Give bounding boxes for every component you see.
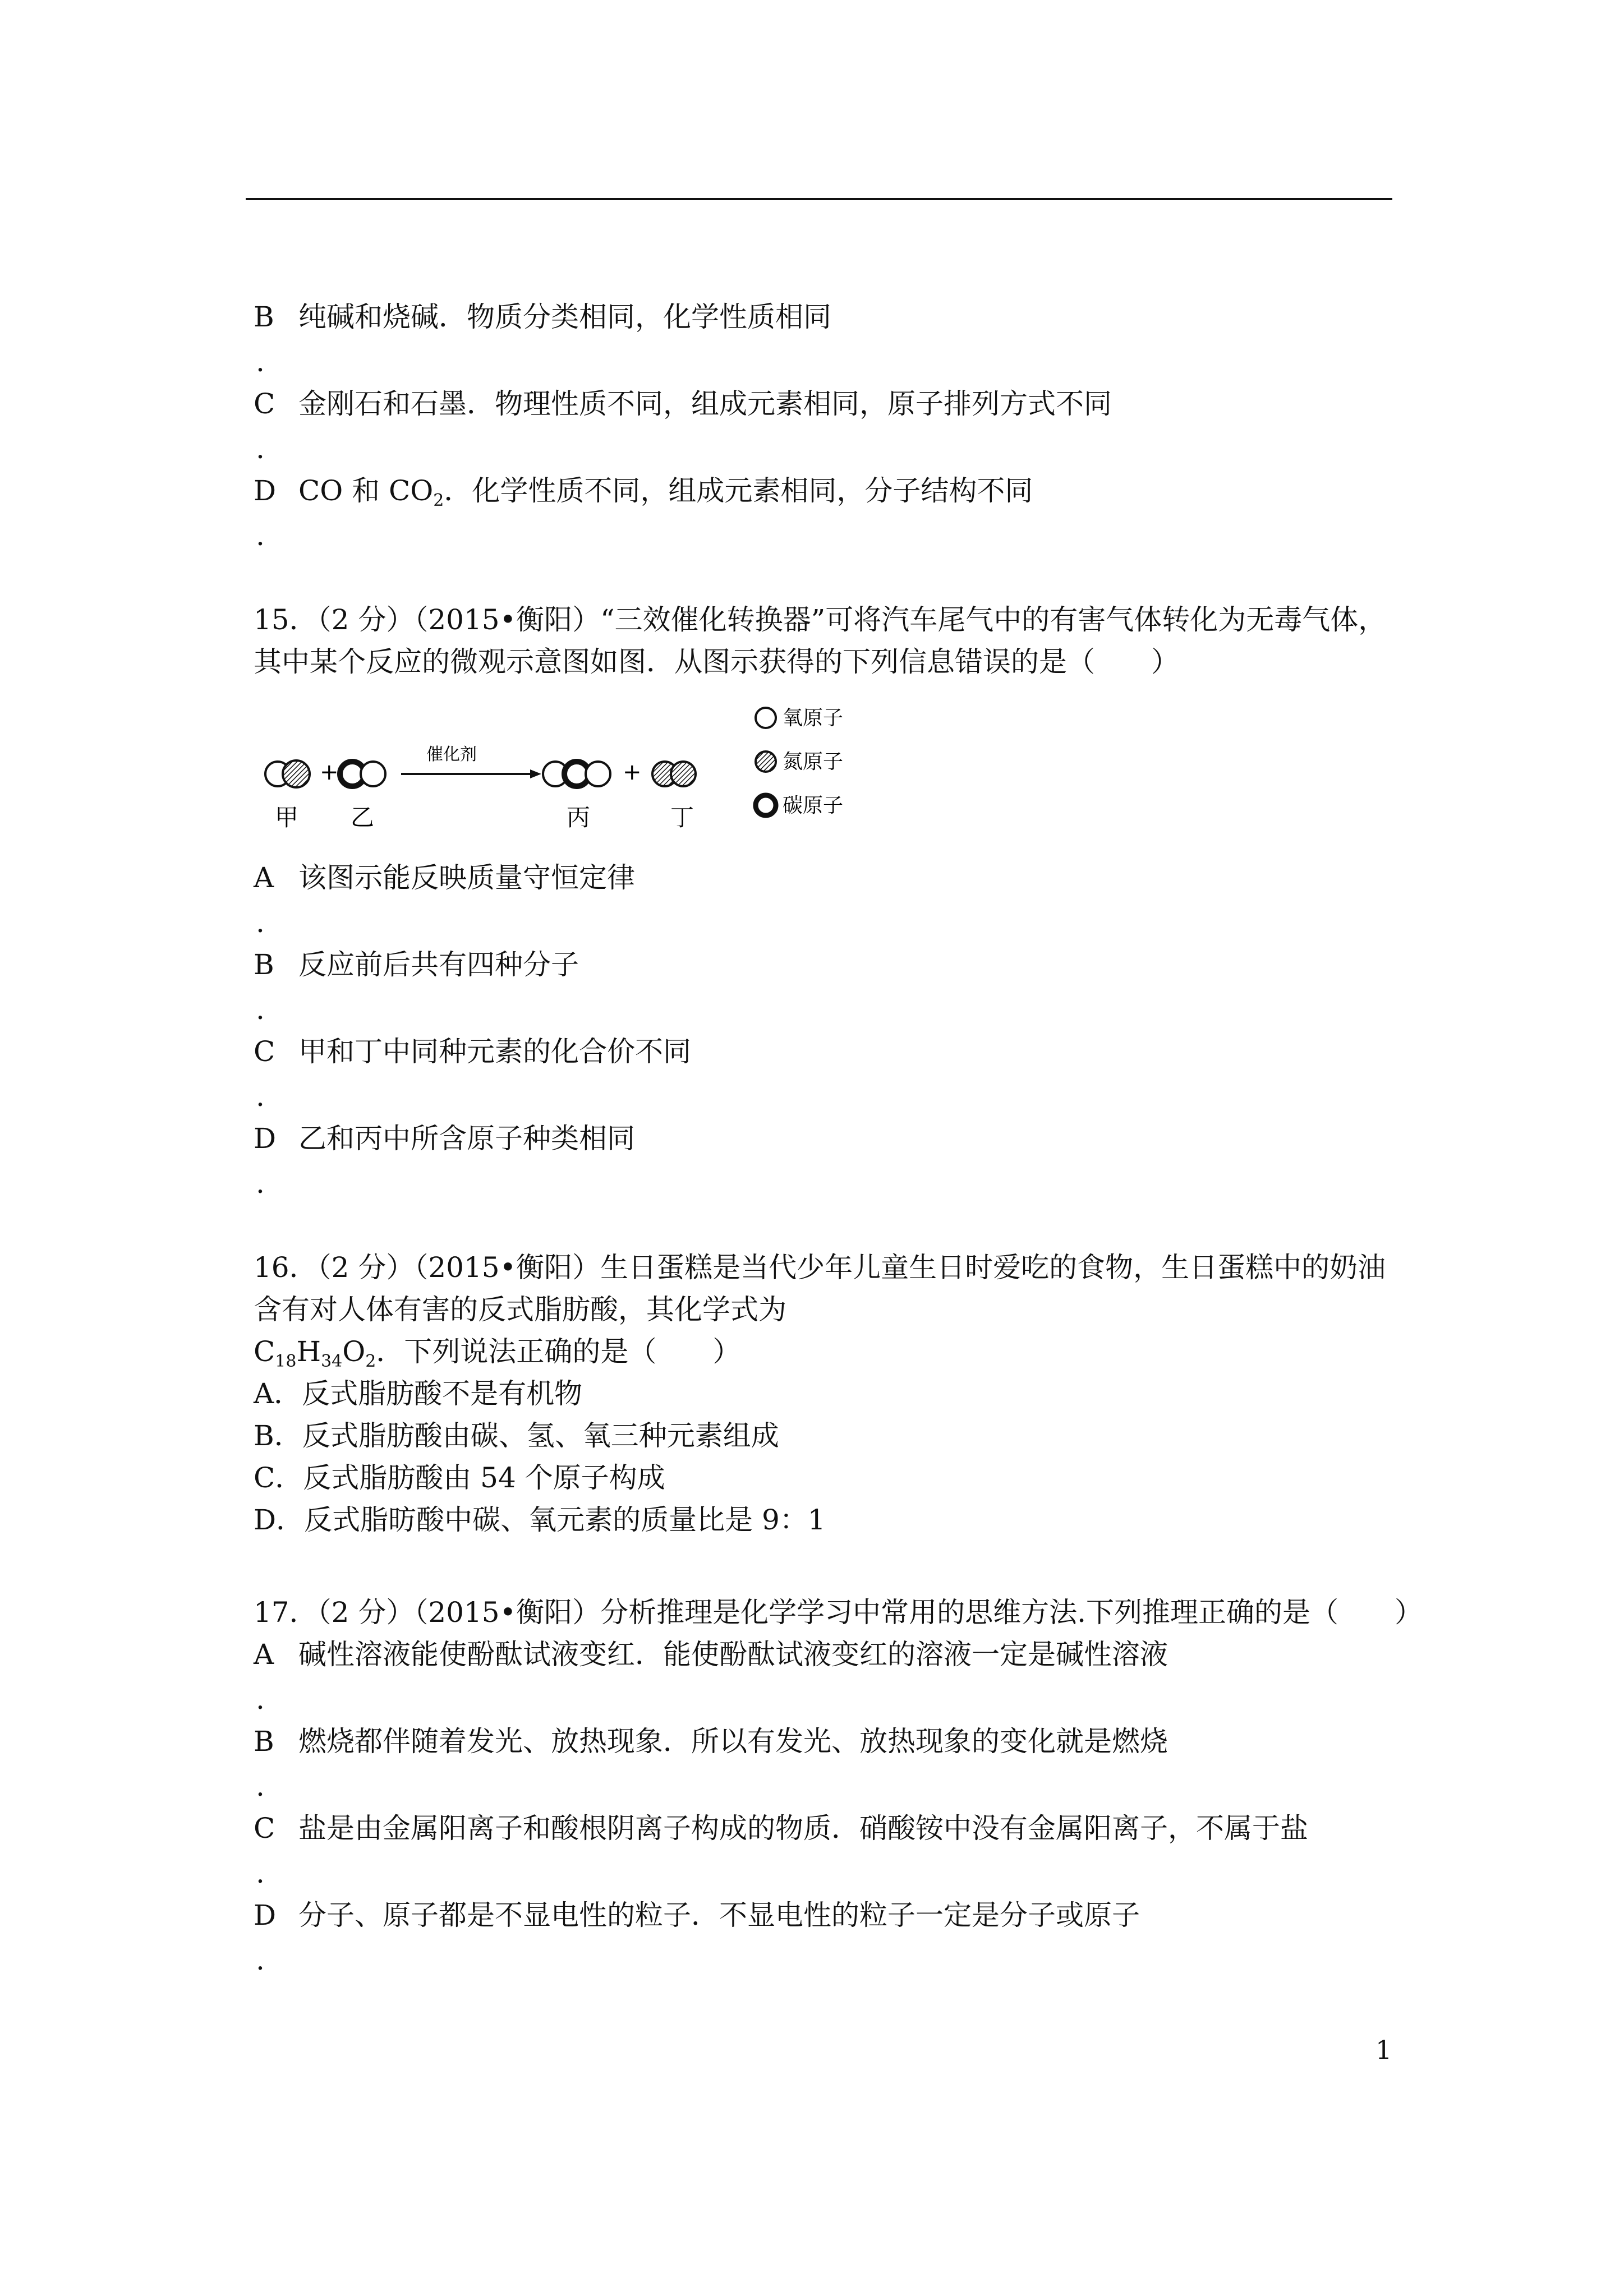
- molecule-ding: [652, 762, 696, 786]
- option-letter: D: [254, 1899, 277, 1931]
- reaction-diagram: [258, 695, 875, 864]
- subscript: 34: [321, 1352, 343, 1371]
- dot-mark: .: [256, 1770, 265, 1802]
- molecule-bing: [543, 762, 610, 786]
- option-letter: D: [254, 474, 277, 507]
- q14-option-d: [254, 474, 1033, 510]
- option-letter: B: [254, 301, 274, 333]
- q15-stem-line2: 其中某个反应的微观示意图如图．从图示获得的下列信息错误的是（ ）: [254, 646, 1179, 678]
- q15-stem-line1: 15．（2 分）（2015•衡阳）“三效催化转换器”可将汽车尾气中的有害气体转化为无毒气体，: [254, 603, 1387, 636]
- molecule-yi: [340, 762, 385, 786]
- subscript: 18: [275, 1352, 297, 1371]
- formula-h: H: [296, 1335, 321, 1368]
- label-bing: 丙: [567, 804, 591, 831]
- dot-mark: .: [256, 519, 265, 552]
- dot-mark: .: [256, 1857, 265, 1889]
- legend-oxygen-label: 氧原子: [783, 707, 844, 730]
- option-letter: B: [254, 1725, 274, 1758]
- option-text: 金刚石和石墨．物理性质不同，组成元素相同，原子排列方式不同: [298, 388, 1112, 420]
- formula-o: O: [342, 1335, 366, 1368]
- option-letter: B: [254, 948, 274, 981]
- option-text: 反应前后共有四种分子: [298, 948, 579, 981]
- q15-option-d: [254, 1122, 635, 1155]
- option-text: 燃烧都伴随着发光、放热现象．所以有发光、放热现象的变化就是燃烧: [298, 1725, 1168, 1758]
- q16-stem-line1: 16．（2 分）（2015•衡阳）生日蛋糕是当代少年儿童生日时爱吃的食物，生日蛋糕中的奶油: [254, 1251, 1386, 1284]
- subscript: 2: [365, 1352, 376, 1371]
- q16-option-a: A．反式脂肪酸不是有机物: [254, 1377, 583, 1410]
- option-text: 盐是由金属阳离子和酸根阴离子构成的物质．硝酸铵中没有金属阳离子，不属于盐: [298, 1812, 1308, 1845]
- q14-option-b: [254, 303, 831, 331]
- plus-sign: +: [320, 759, 339, 785]
- q17-option-c: [254, 1812, 1308, 1845]
- dot-mark: .: [256, 1944, 265, 1976]
- q16-option-c: C．反式脂肪酸由 54 个原子构成: [254, 1461, 665, 1494]
- option-letter: A: [254, 861, 274, 894]
- option-letter: C: [254, 388, 275, 420]
- stem-rest: ．下列说法正确的是（ ）: [376, 1335, 741, 1368]
- q16-option-d: D．反式脂昉酸中碳、氧元素的质量比是 9：1: [254, 1504, 826, 1536]
- option-letter: C: [254, 1035, 275, 1068]
- option-text-post: ．化学性质不同，组成元素相同，分子结构不同: [444, 474, 1033, 507]
- q17-option-d: [254, 1901, 1140, 1929]
- dot-mark: .: [256, 1167, 265, 1200]
- label-jia: 甲: [275, 804, 299, 831]
- q15-option-c: [254, 1035, 691, 1068]
- q17-option-a: [254, 1638, 1168, 1671]
- label-yi: 乙: [351, 804, 375, 831]
- q15-option-b: [254, 948, 579, 981]
- dot-mark: .: [256, 1080, 265, 1113]
- legend-oxygen-marker: [756, 708, 776, 728]
- legend: [756, 707, 843, 817]
- legend-nitrogen-marker: [756, 751, 776, 772]
- legend-nitrogen-label: 氮原子: [783, 750, 844, 773]
- legend-carbon-marker: [756, 795, 776, 815]
- option-text: 分子、原子都是不显电性的粒子．不显电性的粒子一定是分子或原子: [298, 1899, 1140, 1931]
- option-text: 甲和丁中同种元素的化合价不同: [298, 1035, 691, 1068]
- q14-option-c: [254, 390, 1112, 418]
- q17-option-b: [254, 1725, 1168, 1758]
- option-letter: A: [254, 1638, 274, 1671]
- option-text-pre: CO 和 CO: [298, 474, 434, 507]
- q16-stem-line3: [254, 1335, 741, 1371]
- q16-stem-line2: 含有对人体有害的反式脂肪酸，其化学式为: [254, 1293, 786, 1326]
- formula-c: C: [254, 1335, 275, 1368]
- q17-stem-line1: 17．（2 分）（2015•衡阳）分析推理是化学学习中常用的思维方法.下列推理正确的是（ ）: [254, 1596, 1423, 1629]
- q16-option-b: B．反式脂肪酸由碳、氢、氧三种元素组成: [254, 1419, 779, 1452]
- plus-sign: +: [623, 759, 642, 785]
- legend-carbon-label: 碳原子: [783, 794, 844, 817]
- dot-mark: .: [256, 993, 265, 1026]
- dot-mark: .: [256, 432, 265, 465]
- option-text: 该图示能反映质量守恒定律: [298, 861, 635, 894]
- catalyst-label: 催化剂: [426, 745, 477, 764]
- molecule-jia: [265, 760, 310, 787]
- header-rule: [246, 198, 1392, 200]
- dot-mark: .: [256, 1683, 265, 1716]
- option-text: 碱性溶液能使酚酞试液变红．能使酚酞试液变红的溶液一定是碱性溶液: [298, 1638, 1168, 1671]
- option-text: 乙和丙中所含原子种类相同: [298, 1122, 635, 1155]
- label-ding: 丁: [670, 804, 694, 831]
- option-letter: C: [254, 1812, 275, 1845]
- q15-option-a: [254, 861, 635, 894]
- subscript: 2: [433, 491, 444, 510]
- option-letter: D: [254, 1122, 277, 1155]
- option-text: 纯碱和烧碱．物质分类相同，化学性质相同: [298, 301, 831, 333]
- dot-mark: .: [256, 345, 265, 378]
- reaction-arrow-head: [530, 769, 541, 778]
- page-number: 1: [1375, 2035, 1392, 2065]
- dot-mark: .: [256, 906, 265, 939]
